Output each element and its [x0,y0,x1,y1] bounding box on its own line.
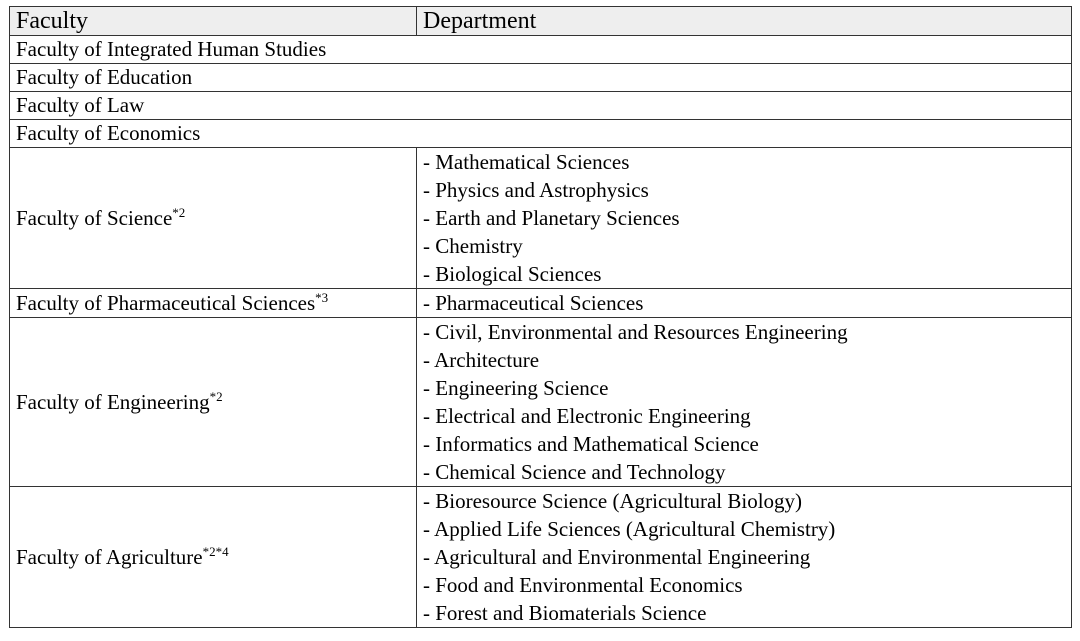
faculty-cell [10,487,417,628]
faculty-name: Faculty of Engineering [16,389,210,414]
faculty-name: Faculty of Science [16,205,173,230]
table-row [10,318,1072,487]
faculty-name: Faculty of Pharmaceutical Sciences [16,290,316,315]
table-row [10,148,1072,289]
table-row [10,36,1072,64]
footnote-mark: *2 [172,204,186,220]
department-list [423,487,1071,627]
department-item: - Earth and Planetary Sciences [423,206,680,230]
department-cell [417,289,1072,318]
department-item: - Architecture [423,348,540,372]
department-cell [417,318,1072,487]
footnote-mark: *3 [315,289,329,305]
department-item: - Informatics and Mathematical Science [423,432,759,456]
department-item: - Agricultural and Environmental Engineering [423,545,811,569]
footnote-mark: *2 [209,388,223,404]
department-list [423,148,1071,288]
department-item: - Biological Sciences [423,262,602,286]
department-list [423,289,1071,317]
faculty-cell: Faculty of Integrated Human Studies [10,36,1072,64]
department-item: - Forest and Biomaterials Science [423,601,707,625]
faculty-cell: Faculty of Education [10,64,1072,92]
department-item: - Mathematical Sciences [423,150,630,174]
faculty-name: Faculty of Agriculture [16,544,203,569]
department-cell [417,487,1072,628]
department-item: - Civil, Environmental and Resources Engineering [423,320,848,344]
header-faculty: Faculty [10,7,417,36]
department-item: - Pharmaceutical Sciences [423,291,644,315]
department-list [423,318,1071,486]
department-item: - Chemical Science and Technology [423,460,726,484]
faculty-cell [10,148,417,289]
footnote-mark: *2*4 [202,543,229,559]
table-row [10,289,1072,318]
department-item: - Engineering Science [423,376,609,400]
department-item: - Chemistry [423,234,523,258]
department-item: - Electrical and Electronic Engineering [423,404,751,428]
faculty-cell: Faculty of Law [10,92,1072,120]
faculty-cell: Faculty of Economics [10,120,1072,148]
header-department: Department [417,7,1072,36]
faculty-cell [10,289,417,318]
department-item: - Food and Environmental Economics [423,573,743,597]
department-item: - Applied Life Sciences (Agricultural Chemistry) [423,517,836,541]
table-row [10,92,1072,120]
table-row [10,64,1072,92]
department-item: - Bioresource Science (Agricultural Biology) [423,489,803,513]
department-item: - Physics and Astrophysics [423,178,649,202]
faculty-department-table [9,6,1072,628]
department-cell [417,148,1072,289]
table-row [10,120,1072,148]
table-row [10,487,1072,628]
faculty-cell [10,318,417,487]
table-header-row [10,7,1072,36]
